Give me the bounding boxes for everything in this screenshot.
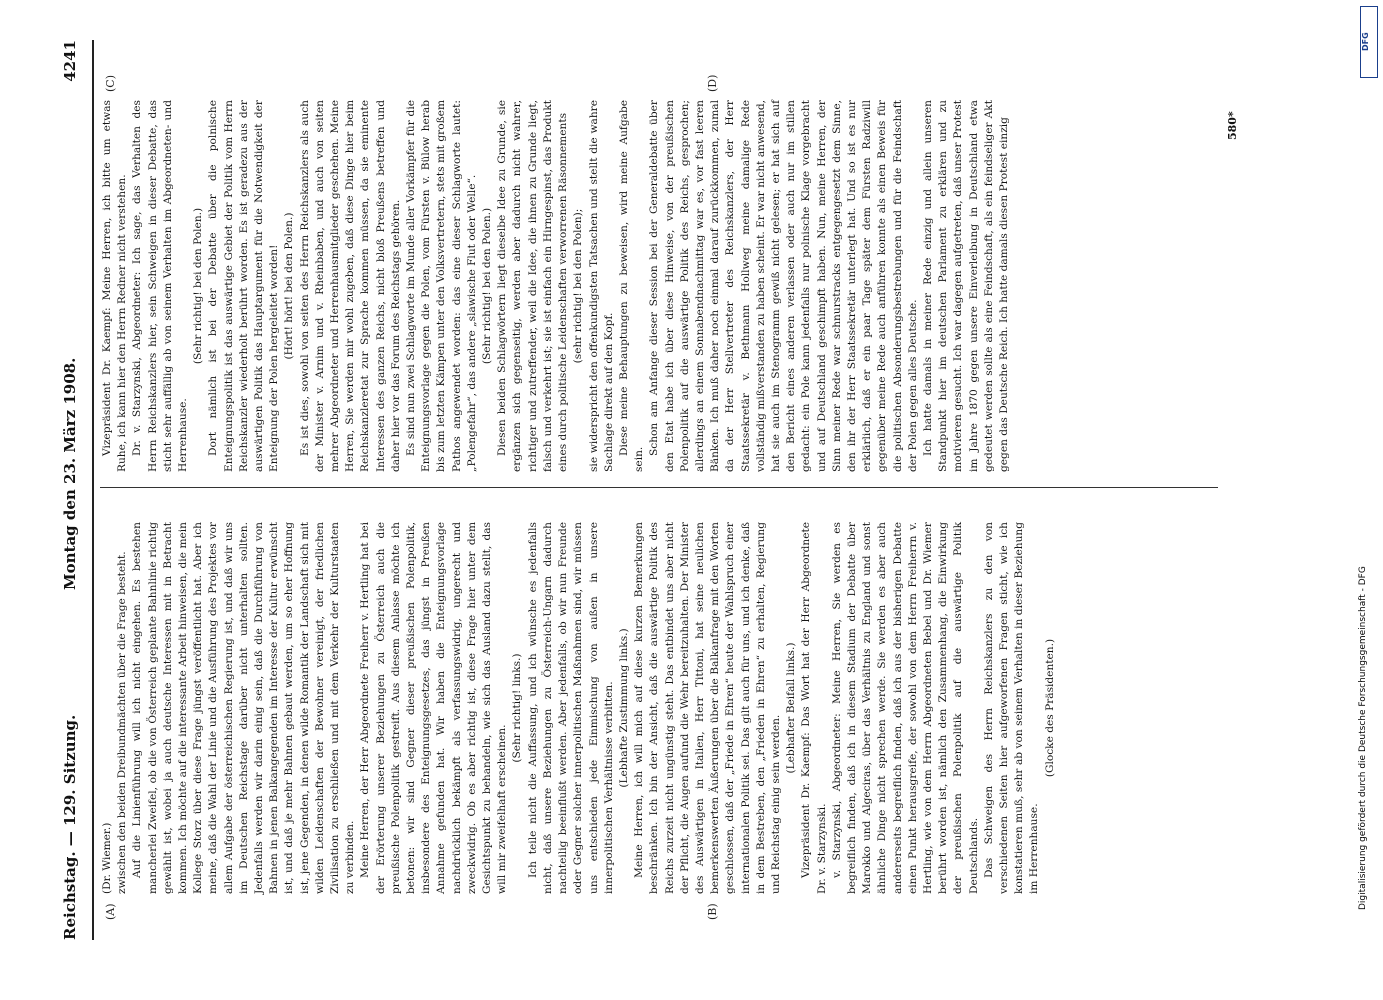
digitization-credit: Digitalisierung gefördert durch die Deutsche Forschungsgemeinschaft - DFG [1358, 566, 1368, 910]
margin-marker-a: (A) [104, 903, 117, 920]
page-number: 4241 [61, 40, 79, 82]
paragraph: zwischen den beiden Dreibundmächten über die Frage besteht. [116, 551, 129, 894]
paragraph: Vizepräsident Dr. Kaempf: Meine Herren, ich bitte um etwas Ruhe, ich kann hier den Herrn Redner nicht verstehen. [101, 100, 129, 472]
text-column-right [100, 100, 1012, 472]
interjection: (sehr richtig! bei den Polen); [572, 208, 585, 364]
interjection: (Lebhafte Zustimmung links.) [617, 628, 630, 788]
paragraph: v. Starzynski, Abgeordneter: Meine Herren, Sie werden es begreiflich finden, daß ich in diesem Stadium der Debatte über Marokko und Algeciras, über das Verhältnis zu England und sonst ähnliche Dinge nicht sprechen werde. Sie werden es aber auch andererseits begreiflich finden, daß ich aus der bisherigen Debatte einen Punkt herausgreife, der sowohl von dem Herrn Freiherrn v. Hertling, wie von dem Herrn Abgeordneten Bebel und Dr. Wiemer berührt worden ist, nämlich den Zusammenhang, die Einwirkung der preußischen Polenpolitik auf die auswärtige Politik Deutschlands. [830, 522, 980, 894]
paragraph: Vizepräsident Dr. Kaempf: Das Wort hat der Herr Abgeordnete Dr. v. Starzynski. [800, 522, 828, 894]
interjection: (Lebhafter Beifall links.) [785, 642, 798, 774]
interjection: (Sehr richtig! bei den Polen.) [481, 207, 494, 365]
paragraph: Dr. v. Starzynski, Abgeordneter: Ich sage, das Verhalten des Herrn Reichskanzlers hier, sein Schweigen in dieser Debatte, das sticht sehr auffällig ab von seinem Verhalten im Abgeordneten- und Herrenhause. [131, 100, 190, 472]
margin-marker-d: (D) [706, 74, 719, 92]
interjection: (Glocke des Präsidenten.) [1043, 638, 1056, 778]
dfg-logo: DFG [1360, 6, 1378, 78]
header-left: Reichstag. — 129. Sitzung. [61, 714, 79, 940]
interjection: (Hört! hört! bei den Polen.) [283, 212, 296, 360]
column-divider [100, 487, 1218, 488]
paragraph: Ich teile nicht die Auffassung, und ich wünsche es jedenfalls nicht, daß unsere Beziehungen zu Österreich-Ungarn dadurch nachteilig beeinflußt werden. Aber jedenfalls, ob wir nun Freunde oder Gegner solcher innerpolitischen Maßnahmen sind, wir müssen uns entschieden jede Einmischung von außen in unsere innerpolitischen Verhältnisse verbitten. [526, 522, 615, 894]
paragraph: Ich hatte damals in meiner Rede einzig und allein unseren Standpunkt hier im deutschen Parlament zu erklären und zu motivieren gesucht. Ich war dagegen aufgetreten, daß unser Protest im Jahre 1870 gegen unsere Einverleibung in Deutschland etwa gedeutet werden sollte als eine Feindschaft, als ein feindseliger Akt gegen das Deutsche Reich. Ich hatte damals diesen Protest einzig [921, 100, 1010, 472]
text-column-left [100, 522, 1058, 894]
paragraph: sie widerspricht den offenkundigsten Tatsachen und stellt die wahre Sachlage direkt auf den Kopf. [587, 100, 615, 472]
margin-marker-c: (C) [104, 75, 117, 92]
signature-mark: 580* [1226, 111, 1239, 140]
paragraph: Es ist dies, sowohl von seiten des Herrn Reichskanzlers als auch der Minister v. Arnim und v. Rheinbaben, und auch von seiten mehrer Abgeordneter und Herrenhausmitglieder geschehen. Meine Herren, Sie werden mir wohl zugeben, daß diese Dinge hier beim Reichskanzleretat zur Sprache kommen müssen, da sie eminente Interessen des ganzen Reichs, nicht bloß Preußens betreffen und daher hier vor das Forum des Reichstags gehören. [298, 100, 402, 472]
paragraph: Meine Herren, der Herr Abgeordnete Freiherr v. Hertling hat bei der Erörterung unserer Beziehungen zu Österreich auch die preußische Polenpolitik gestreift. Aus diesem Anlasse möchte ich betonen: wir sind Gegner dieser preußischen Polenpolitik, insbesondere des Enteignungsgesetzes, das jüngst in Preußen Annahme gefunden hat. Wir haben die Enteignungsvorlage nachdrücklich bekämpft als verfassungswidrig, ungerecht und zweckwidrig. Ob es aber richtig ist, diese Frage hier unter dem Gesichtspunkt zu behandeln, wie sich das Ausland dazu stellt, das will mir zweifelhaft erscheinen. [359, 522, 509, 894]
paragraph: Dort nämlich ist bei der Debatte über die polnische Enteignungspolitik ist das auswärtige Gebiet der Politik vom Herrn Reichskanzler wiederholt berührt worden. Es ist geradezu aus der auswärtigen Politik das Hauptargument für die Notwendigkeit der Enteignung der Polen hergeleitet worden! [207, 100, 281, 472]
header-date: Montag den 23. März 1908. [61, 357, 79, 590]
paragraph: Meine Herren, ich will mich auf diese kurzen Bemerkungen beschränken. Ich bin der Ansicht, daß die auswärtige Politik des Reichs zurzeit nicht ungünstig steht. Das entbindet uns aber nicht der Pflicht, die Augen aufund die Wehr bereitzuhalten. Der Minister des Auswärtigen in Italien, Herr Tittoni, hat seine neulichen bemerkenswerten Äußerungen über die Balkanfrage mit den Worten geschlossen, daß der „Friede in Ehren“ heute der Wahlspruch einer internationalen Politik sei. Das gilt auch für uns, und ich denke, daß in dem Bestreben, den „Frieden in Ehren“ zu erhalten, Regierung und Reichstag einig sein werden. [633, 522, 782, 894]
paragraph: Das Schweigen des Herrn Reichskanzlers zu den von verschiedenen Seiten hier aufgeworfenen Fragen sticht, wie ich konstatieren muß, sehr ab von seinem Verhalten in dieser Beziehung im Herrenhause. [982, 522, 1041, 894]
margin-marker-b: (B) [706, 903, 719, 920]
paragraph: Auf die Linienführung will ich nicht eingehen. Es bestehen mancherlei Zweifel, ob die von Österreich geplante Bahnlinie richtig gewählt ist, wobei ja auch deutsche Interessen mit in Betracht kommen. Ich möchte auf die interessante Arbeit hinweisen, die mein Kollege Storz über diese Frage jüngst veröffentlicht hat. Aber ich meine, daß die Wahl der Linie und die Ausführung des Projektes vor allem Aufgabe der österreichischen Regierung ist, und daß wir uns im Deutschen Reichstage darüber nicht unterhalten sollten. Jedenfalls werden wir darin einig sein, daß die Durchführung von Bahnen in jenen Balkangegenden im Interesse der Kultur erwünscht ist, und daß je mehr Bahnen gebaut werden, um so eher Hoffnung ist, jene Gegenden, in denen wilde Romantik der Landschaft sich mit wilden Leidenschaften der Bewohner vereinigt, der friedlichen Zivilisation zu erschließen und mit dem Verkehr der Kulturstaaten zu verbinden. [131, 522, 357, 894]
header-rule [92, 40, 94, 940]
paragraph: Schon am Anfange dieser Session bei der Generaldebatte über den Etat habe ich über diese Hinweise, von der preußischen Polenpolitik auf die auswärtige Politik des Reichs, gesprochen; allerdings an einem Sonnabendnachmittag war es, vor fast leeren Bänken. Ich muß daher noch einmal darauf zurückkommen, zumal da der Herr Stellvertreter des Reichskanzlers, der Herr Staatssekretär v. Bethmann Hollweg meine damalige Rede vollständig mißverstanden zu haben scheint. Er war nicht anwesend, hat sie auch im Stenogramm gewiß nicht gelesen; er hat sich auf den Bericht eines anderen verlassen oder auch nur im stillen gedacht: ein Pole kann jedenfalls nur polnische Klage vorgebracht und auf Deutschland geschimpft haben. Nun, meine Herren, der Sinn meiner Rede war schnurstracks entgegengesetzt dem Sinne, den ihr der Herr Staatssekretär unterlegt hat. Und so ist es nur erklärlich, daß er ein paar Tage später dem Fürsten Radziwill gegenüber meine Rede auch anführen konnte als einen Beweis für die politischen Absonderungsbestrebungen und für die Feindschaft der Polen gegen alles Deutsche. [648, 100, 919, 472]
paragraph: Es sind nun zwei Schlagworte im Munde aller Vorkämpfer für die Enteignungsvorlage gegen die Polen, vom Fürsten v. Bülow herab bis zum letzten Kämpen unter den Volksvertretern, stets mit großem Pathos angewendet worden: das eine dieser Schlagworte lautet: „Polengefahr“, das andere „slawische Flut oder Welle“. [405, 100, 478, 472]
interjection: (Sehr richtig! links.) [511, 653, 524, 763]
page-header [55, 40, 85, 940]
interjection: (Sehr richtig! bei den Polen.) [192, 207, 205, 365]
paragraph: Diesen beiden Schlagwörtern liegt dieselbe Idee zu Grunde, sie ergänzen sich gegenseitig, werden aber dadurch nicht wahrer, richtiger und zutreffender, weil die Idee, die ihnen zu Grunde liegt, falsch und verkehrt ist; sie ist einfach ein Hirngespinst, das Produkt eines durch politische Leidenschaften verworrenen Räsonnements [496, 100, 570, 472]
column-speaker-note: (Dr. Wiemer.) [101, 822, 113, 894]
paragraph: Diese meine Behauptungen zu beweisen, wird meine Aufgabe sein. [617, 100, 646, 472]
